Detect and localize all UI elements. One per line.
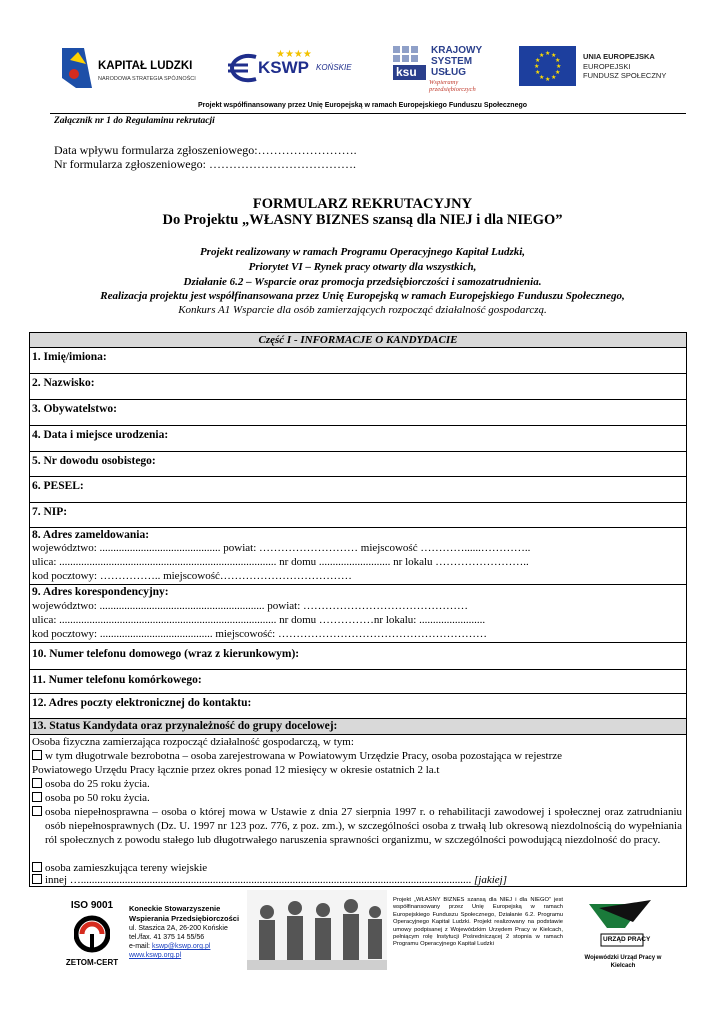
field-registered-address[interactable]	[30, 527, 686, 584]
svg-text:★: ★	[551, 52, 557, 59]
attachment-note: Załącznik nr 1 do Regulaminu rekrutacji	[54, 116, 215, 126]
ksu-logo	[393, 46, 498, 92]
iso-label: ISO 9001	[70, 900, 114, 911]
business-people-image	[247, 890, 387, 970]
option-label: osoba niepełnosprawna – osoba o której mowa w Ustawie z dnia 27 sierpnia 1997 r. o rehabilitacji zawodowej i społecznej oraz zatrudnianiu osób niepełnosprawnych (Dz. U. 1997 nr 123 poz. 776, z poz. zm.), w szczególności osoba z trwałą lub okresową niezdolnością do wypełniania ról społecznych z powodu stałego lub długotrwałego naruszenia sprawności organizmu, w szczególności powodującą niezdolność do pracy.	[45, 806, 682, 846]
wup-logo	[577, 898, 667, 973]
svg-text:★: ★	[535, 69, 541, 76]
field-citizenship[interactable]	[30, 399, 686, 425]
kapital-ludzki-title: KAPITAŁ LUDZKI	[98, 60, 193, 72]
status-intro: Osoba fizyczna zamierzająca rozpocząć działalność gospodarczą, w tym:	[32, 736, 354, 748]
intro-line-5: Konkurs A1 Wsparcie dla osób zamierzających rozpocząć działalność gospodarczą.	[178, 304, 547, 316]
field-label: 7. NIP:	[32, 506, 68, 518]
eu-logo	[519, 46, 669, 86]
svg-text:★: ★	[556, 63, 562, 70]
field-email[interactable]	[30, 693, 686, 718]
ksu-line2: SYSTEM	[431, 56, 473, 67]
address-line-2: ulica: ............................................................................... nr domu ……………nr lokalu: ........................	[32, 614, 486, 626]
field-home-phone[interactable]	[30, 642, 686, 669]
option-label: osoba do 25 roku życia.	[45, 778, 150, 790]
org-name-1: Koneckie Stowarzyszenie	[129, 904, 221, 913]
svg-text:★: ★	[535, 57, 541, 64]
date-received-line: Data wpływu formularza zgłoszeniowego:…………………….	[54, 143, 357, 157]
zetom-label: ZETOM-CERT	[65, 958, 119, 967]
field-label: 6. PESEL:	[32, 480, 84, 492]
checkbox-icon[interactable]	[32, 874, 42, 884]
iso-logo	[62, 900, 122, 970]
org-contact	[129, 904, 239, 960]
org-name-2: Wspierania Przedsiębiorczości	[129, 914, 240, 923]
status-option-longterm[interactable]	[32, 750, 562, 762]
footer-project-info: Projekt „WŁASNY BIZNES szansą dla NIEJ i dla NIEGO” jest współfinansowany przez Unię Europejską w ramach Europejskiego Funduszu Społecznego, Działanie 6.2. Programu Operacyjnego Kapitał Ludzki. Projekt realizowany na podstawie umowy podpisanej z Wojewódzkim Urzędem Pracy w Kielcach, pełniącym rolę Instytucji Pośredniczącej 2 stopnia w ramach Programu Operacyjnego Kapitał Ludzki	[393, 897, 563, 948]
intro-line-3: Działanie 6.2 – Wsparcie oraz promocja przedsiębiorczości i samozatrudnienia.	[183, 276, 542, 288]
zetom-emblem-icon	[74, 914, 110, 954]
kswp-name: KSWP	[258, 58, 309, 77]
status-option-longterm-cont: Powiatowego Urzędu Pracy łącznie przez okres ponad 12 miesięcy w okresie ostatnich 2 la.t	[32, 764, 440, 776]
eu-flag-icon	[519, 46, 576, 86]
svg-text:★: ★	[534, 63, 540, 70]
checkbox-icon[interactable]	[32, 750, 42, 760]
field-id-number[interactable]	[30, 451, 686, 476]
field-correspondence-address[interactable]	[30, 584, 686, 642]
field-label: 13. Status Kandydata oraz przynależność do grupy docelowej:	[32, 720, 338, 732]
candidate-form	[29, 332, 687, 887]
checkbox-icon[interactable]	[32, 862, 42, 872]
cofinanced-note: Projekt współfinansowany przez Unię Europejską w ramach Europejskiego Funduszu Społecznego	[197, 102, 528, 109]
option-suffix: [jakiej]	[471, 874, 507, 886]
field-first-name[interactable]	[30, 347, 686, 373]
svg-text:★: ★	[555, 69, 561, 76]
field-label: 8. Adres zameldowania:	[32, 529, 150, 541]
svg-text:★: ★	[539, 52, 545, 59]
page-title: FORMULARZ REKRUTACYJNY	[252, 196, 473, 212]
address-line-3: kod pocztowy: ......................................... miejscowość: …………………………………………………	[32, 628, 487, 640]
field-label: 10. Numer telefonu domowego (wraz z kierunkowym):	[32, 648, 300, 660]
section-header	[30, 333, 686, 347]
field-surname[interactable]	[30, 373, 686, 399]
status-option-over50[interactable]	[32, 792, 150, 804]
org-phone: tel./fax. 41 375 14 55/56	[129, 934, 205, 941]
email-label: e-mail:	[129, 943, 152, 950]
ksu-abbr: ksu	[396, 65, 417, 79]
option-label: osoba po 50 roku życia.	[45, 792, 150, 804]
status-option-rural[interactable]	[32, 862, 207, 874]
header-divider	[50, 113, 686, 114]
field-label: 12. Adres poczty elektronicznej do kontaktu:	[32, 697, 252, 709]
option-label: osoba zamieszkująca tereny wiejskie	[45, 862, 208, 874]
eu-line2: EUROPEJSKI	[583, 62, 631, 71]
field-label: 2. Nazwisko:	[32, 377, 95, 389]
website-link[interactable]: www.kswp.org.pl	[129, 952, 182, 959]
field-label: 4. Data i miejsce urodzenia:	[32, 429, 169, 441]
status-option-other[interactable]	[32, 874, 507, 886]
address-line-3: kod pocztowy: …………….. miejscowość………………………………	[32, 570, 352, 582]
status-option-disabled[interactable]	[32, 805, 682, 847]
page-subtitle: Do Projektu „WŁASNY BIZNES szansą dla NIEJ i dla NIEGO”	[162, 212, 563, 228]
checkbox-icon[interactable]	[32, 806, 42, 816]
svg-text:★: ★	[545, 50, 551, 57]
status-option-under25[interactable]	[32, 778, 150, 790]
address-line-1: województwo: ............................................................ powiat: ………………………………………	[32, 600, 469, 612]
field-label: 9. Adres korespondencyjny:	[32, 586, 169, 598]
intro-line-1: Projekt realizowany w ramach Programu Operacyjnego Kapitał Ludzki,	[199, 246, 526, 258]
form-number-line: Nr formularza zgłoszeniowego: ……………………………….	[54, 157, 356, 171]
ksu-line1: KRAJOWY	[431, 45, 483, 56]
field-label: 11. Numer telefonu komórkowego:	[32, 674, 202, 686]
euro-swoosh-icon	[228, 53, 260, 83]
svg-text:★: ★	[539, 74, 545, 81]
address-line-2: ulica: ............................................................................... nr domu .......................... nr lokalu ……………………..	[32, 556, 529, 568]
field-label: 3. Obywatelstwo:	[32, 403, 117, 415]
wup-name: Wojewódzki Urząd Pracy w Kielcach	[584, 955, 662, 969]
ksu-slogan: Wspieramy przedsiębiorczych	[429, 79, 476, 93]
kapital-ludzki-logo	[62, 48, 212, 94]
field-nip[interactable]	[30, 502, 686, 527]
intro-line-4: Realizacja projektu jest współfinansowana przez Unię Europejską w ramach Europejskiego Funduszu Społecznego,	[100, 290, 625, 302]
checkbox-icon[interactable]	[32, 792, 42, 802]
kapital-ludzki-subtitle: NARODOWA STRATEGIA SPÓJNOŚCI	[98, 76, 196, 82]
svg-text:★: ★	[551, 74, 557, 81]
svg-text:★: ★	[555, 57, 561, 64]
urzad-pracy-label: URZĄD PRACY	[603, 936, 651, 943]
kapital-ludzki-flag-icon	[62, 48, 92, 88]
option-label: innej …..............................................................................................................................................	[45, 874, 472, 886]
field-label: 5. Nr dowodu osobistego:	[32, 455, 156, 467]
field-pesel[interactable]	[30, 476, 686, 502]
checkbox-icon[interactable]	[32, 778, 42, 788]
field-birth[interactable]	[30, 425, 686, 451]
address-line-1: województwo: ............................................ powiat: ……………………… miejscowość …………......…………..	[32, 542, 531, 554]
email-link[interactable]: kswp@kswp.org.pl	[151, 943, 211, 950]
kswp-city: KOŃSKIE	[316, 63, 352, 72]
stars-arc-icon	[276, 45, 316, 59]
eu-line3: FUNDUSZ SPOŁECZNY	[583, 71, 667, 80]
intro-line-2: Priorytet VI – Rynek pracy otwarty dla wszystkich,	[248, 261, 477, 273]
field-label: 1. Imię/imiona:	[32, 351, 107, 363]
kswp-logo	[228, 45, 358, 95]
eu-line1: UNIA EUROPEJSKA	[583, 52, 655, 61]
svg-text:★★★★: ★★★★	[276, 49, 312, 59]
status-options	[30, 734, 686, 886]
org-address: ul. Staszica 2A, 26-200 Końskie	[129, 925, 228, 932]
ksu-line3: USŁUG	[431, 67, 466, 78]
ksu-mark	[393, 46, 426, 80]
field-mobile-phone[interactable]	[30, 669, 686, 693]
option-label: w tym długotrwale bezrobotna – osoba zarejestrowana w Powiatowym Urzędzie Pracy, osoba pozostająca w rejestrze	[45, 750, 563, 762]
section-title: Część I - INFORMACJE O KANDYDACIE	[258, 334, 458, 346]
svg-text:★: ★	[545, 76, 551, 83]
status-header	[30, 718, 686, 734]
